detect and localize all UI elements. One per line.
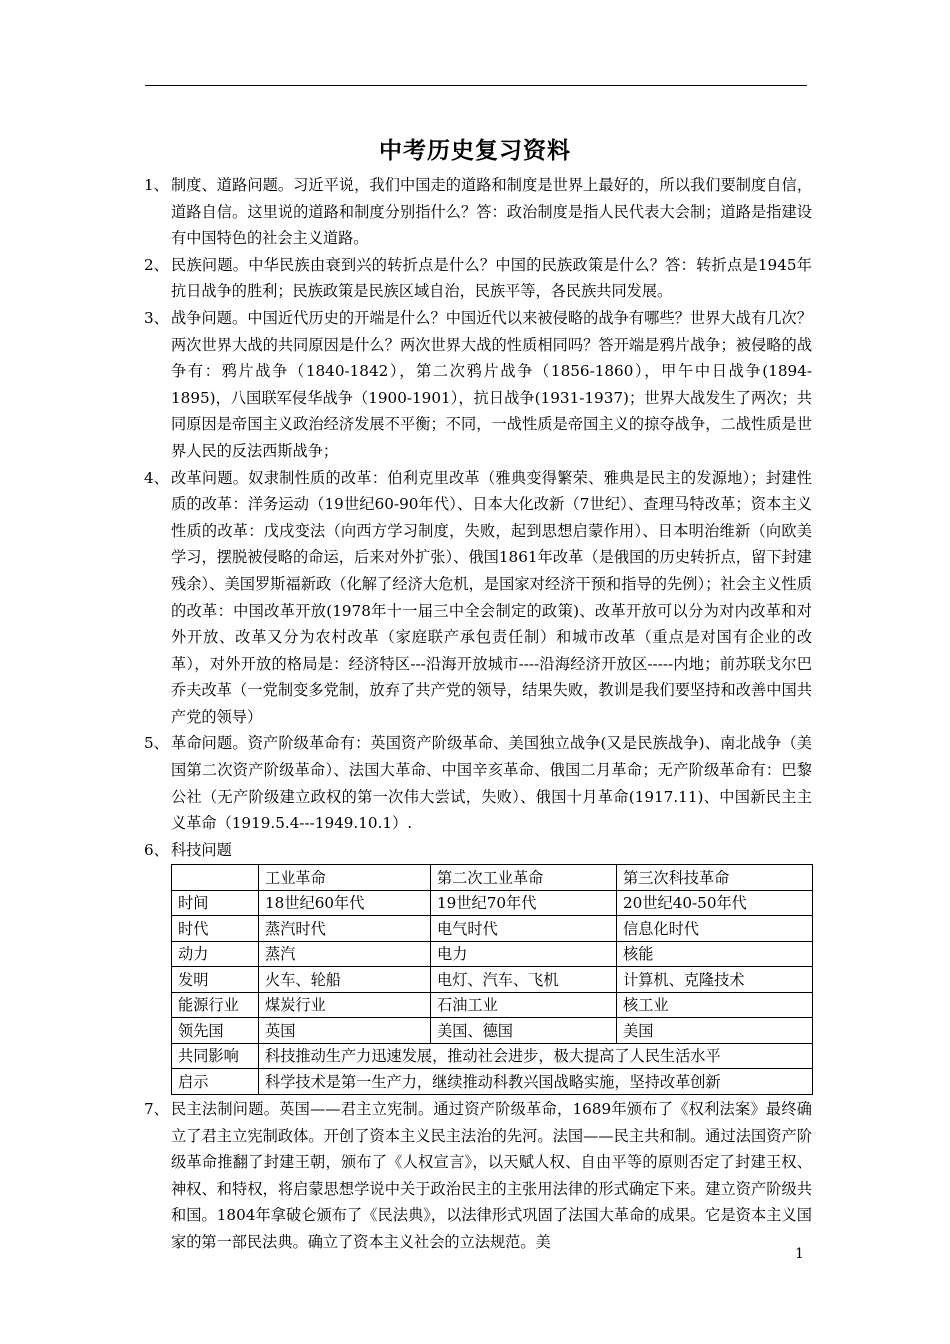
item-number: 6、 <box>144 840 169 859</box>
list-item <box>144 837 812 864</box>
item-text: 民主法制问题。英国——君主立宪制。通过资产阶级革命，1689年颁布了《权利法案》最终确立了君主立宪制政体。开创了资本主义民主法治的先河。法国——民主共和制。通过法国资产阶级革命推翻了封建王朝，颁布了《人权宣言》，以天赋人权、自由平等的原则否定了封建王权、神权、和特权，将启蒙思想学说中关于政治民主的主张用法律的形式确定下来。建立资产阶级共和国。1804年拿破仑颁布了《民法典》，以法律形式巩固了法国大革命的成果。它是资本主义国家的第一部民法典。确立了资本主义社会的立法规范。美 <box>171 1099 812 1251</box>
table-cell: 英国 <box>259 1018 431 1044</box>
item-text: 民族问题。中华民族由衰到兴的转折点是什么？中国的民族政策是什么？答：转折点是1945年抗日战争的胜利；民族政策是民族区域自治，民族平等，各民族共同发展。 <box>171 255 812 301</box>
table-cell: 信息化时代 <box>617 916 813 942</box>
item-number: 1、 <box>144 176 169 194</box>
item-number: 5、 <box>144 734 169 753</box>
table-cell: 科学技术是第一生产力，继续推动科教兴国战略实施，坚持改革创新 <box>259 1069 813 1095</box>
table-cell: 蒸汽 <box>259 941 431 967</box>
list-item <box>144 305 812 465</box>
table-header-cell <box>172 865 259 891</box>
item-number: 2、 <box>144 255 169 274</box>
list-item <box>144 1096 812 1256</box>
table-cell: 计算机、克隆技术 <box>617 967 813 993</box>
tech-revolution-table <box>171 864 813 1095</box>
item-number: 7、 <box>144 1099 169 1118</box>
item-text: 制度、道路问题。习近平说，我们中国走的道路和制度是世界上最好的，所以我们要制度自信，道路自信。这里说的道路和制度分别指什么？答：政治制度是指人民代表大会制；道路是指建设有中国特色的社会主义道路。 <box>171 176 812 248</box>
item-number: 3、 <box>144 308 169 327</box>
header-rule <box>145 85 807 86</box>
table-row <box>172 992 813 1018</box>
table-cell: 煤炭行业 <box>259 992 431 1018</box>
item-number: 4、 <box>144 468 169 487</box>
table-cell: 领先国 <box>172 1018 259 1044</box>
list-item <box>144 730 812 836</box>
page-number: 1 <box>795 1246 804 1262</box>
table-cell: 时间 <box>172 890 259 916</box>
page-title: 中考历史复习资料 <box>379 137 571 164</box>
table-cell: 核能 <box>617 941 813 967</box>
table-row <box>172 967 813 993</box>
table-row <box>172 941 813 967</box>
table-header-cell: 第三次科技革命 <box>617 865 813 891</box>
table-cell: 动力 <box>172 941 259 967</box>
table-cell: 核工业 <box>617 992 813 1018</box>
item-text: 战争问题。中国近代历史的开端是什么？中国近代以来被侵略的战争有哪些？世界大战有几次？两次世界大战的共同原因是什么？两次世界大战的性质相同吗？答开端是鸦片战争；被侵略的战争有：鸦片战争（1840-1842），第二次鸦片战争（1856-1860），甲午中日战争(1894-1895)，八国联军侵华战争（1900-1901），抗日战争(1931-1937)；世界大战发生了两次；共同原因是帝国主义政治经济发展不平衡；不同，一战性质是帝国主义的掠夺战争，二战性质是世界人民的反法西斯战争； <box>171 308 812 460</box>
item-text: 科技问题 <box>171 840 232 859</box>
table-header-cell: 工业革命 <box>259 865 431 891</box>
item-text: 改革问题。奴隶制性质的改革：伯利克里改革（雅典变得繁荣、雅典是民主的发源地）；封建性质的改革：洋务运动（19世纪60-90年代）、日本大化改新（7世纪）、查理马特改革；资本主义性质的改革：戊戌变法（向西方学习制度，失败，起到思想启蒙作用）、日本明治维新（向欧美学习，摆脱被侵略的命运，后来对外扩张）、俄国1861年改革（是俄国的历史转折点，留下封建残余）、美国罗斯福新政（化解了经济大危机，是国家对经济干预和指导的先例）；社会主义性质的改革：中国改革开放(1978年十一届三中全会制定的政策)、改革开放可以分为对内改革和对外开放、改革又分为农村改革（家庭联产承包责任制）和城市改革（重点是对国有企业的改革），对外开放的格局是：经济特区---沿海开放城市----沿海经济开放区-----内地；前苏联戈尔巴乔夫改革（一党制变多党制，放弃了共产党的领导，结果失败，教训是我们要坚持和改善中国共产党的领导） <box>171 468 812 726</box>
table-row <box>172 1043 813 1069</box>
table-cell: 蒸汽时代 <box>259 916 431 942</box>
table-cell: 启示 <box>172 1069 259 1095</box>
table-cell: 电灯、汽车、飞机 <box>431 967 617 993</box>
table-cell: 能源行业 <box>172 992 259 1018</box>
list-item <box>144 465 812 731</box>
table-cell: 19世纪70年代 <box>431 890 617 916</box>
table-cell: 美国 <box>617 1018 813 1044</box>
table-cell: 电力 <box>431 941 617 967</box>
table-cell: 20世纪40-50年代 <box>617 890 813 916</box>
table-cell: 火车、轮船 <box>259 967 431 993</box>
item-text: 革命问题。资产阶级革命有：英国资产阶级革命、美国独立战争(又是民族战争)、南北战争（美国第二次资产阶级革命）、法国大革命、中国辛亥革命、俄国二月革命；无产阶级革命有：巴黎公社（无产阶级建立政权的第一次伟大尝试，失败）、俄国十月革命(1917.11)、中国新民主主义革命（1919.5.4---1949.10.1）. <box>171 734 812 833</box>
table-cell: 18世纪60年代 <box>259 890 431 916</box>
table-row <box>172 1069 813 1095</box>
table-header-row <box>172 865 813 891</box>
table-row <box>172 890 813 916</box>
table-cell: 科技推动生产力迅速发展，推动社会进步，极大提高了人民生活水平 <box>259 1043 813 1069</box>
list-item <box>144 172 812 252</box>
document-body <box>144 172 812 1256</box>
table-cell: 石油工业 <box>431 992 617 1018</box>
table-cell: 共同影响 <box>172 1043 259 1069</box>
table-cell: 时代 <box>172 916 259 942</box>
table-cell: 美国、德国 <box>431 1018 617 1044</box>
table-header-cell: 第二次工业革命 <box>431 865 617 891</box>
table-row <box>172 1018 813 1044</box>
list-item <box>144 252 812 305</box>
table-cell: 发明 <box>172 967 259 993</box>
table-row <box>172 916 813 942</box>
table-cell: 电气时代 <box>431 916 617 942</box>
